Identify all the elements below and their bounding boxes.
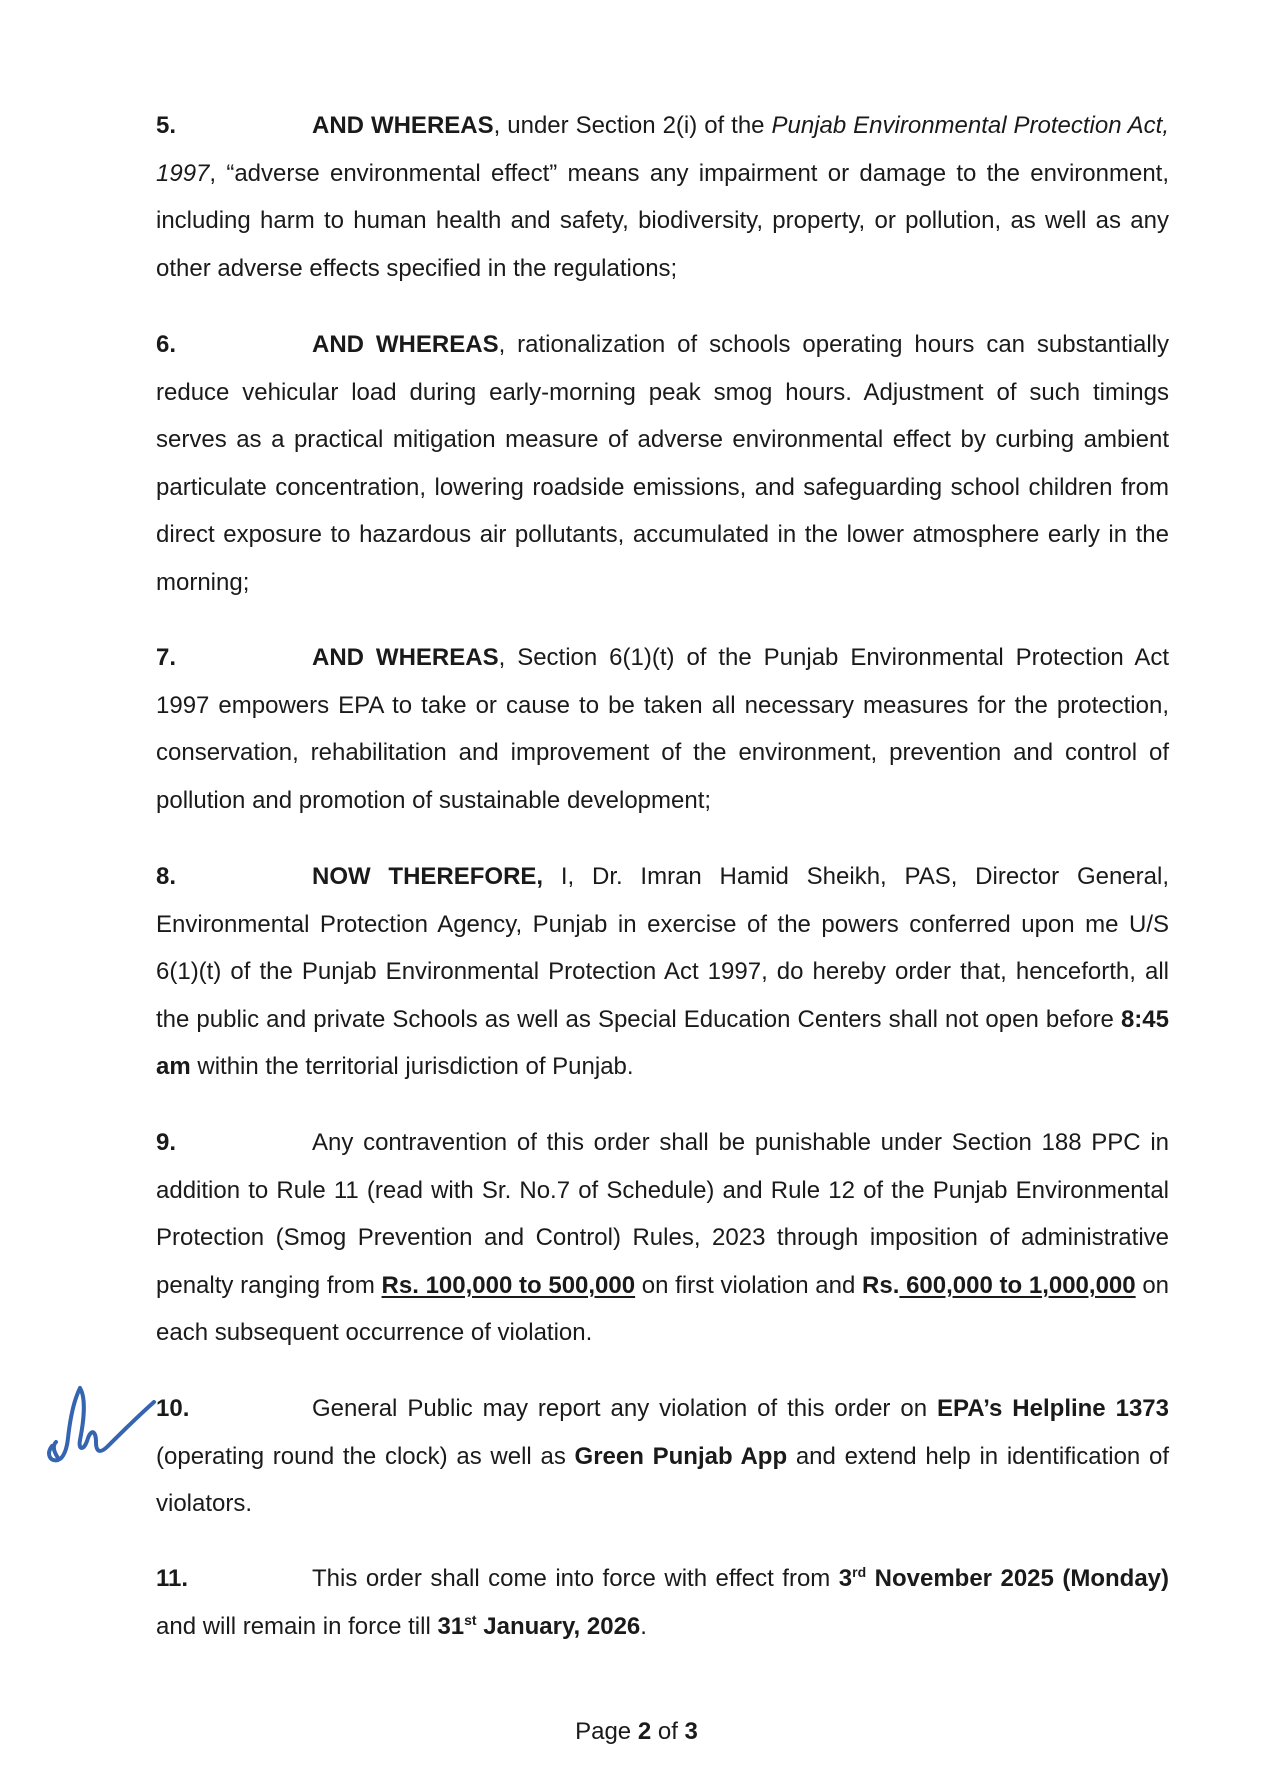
paragraph-text: and extend help in identification of violators. [156,1442,1169,1517]
act-title: Punjab Environmental Protection Act, 1997 [156,112,1169,187]
paragraph-text: I, Dr. Imran Hamid Sheikh, PAS, Director General, Environmental Protection Agency, Punjab in exercise of the powers conferred upon me U/S 6(1)(t) of the Punjab Environmental Protection Act 1997, do hereby order that, henceforth, all the public and private Schools as well as Special Education Centers shall not open before [156,863,1169,1033]
start-date [839,1565,1169,1592]
paragraph-text: on each subsequent occurrence of violation. [156,1271,1170,1346]
paragraph-number: 10. [156,1395,190,1422]
paragraph-number: 7. [156,644,177,671]
paragraph-text: General Public may report any violation of this order on [312,1395,937,1422]
penalty-subsequent: 600,000 to 1,000,000 [899,1271,1136,1299]
page-label: Page [575,1718,638,1745]
end-day-suffix: st [464,1611,477,1628]
paragraph-number: 8. [156,863,177,890]
paragraph-text: . [640,1612,647,1640]
page-number [0,1718,1273,1746]
paragraph-10 [156,1385,1169,1528]
end-month-year: January, 2026 [476,1612,641,1640]
signature-initials-icon [40,1380,160,1470]
paragraph-text: Any contravention of this order shall be punishable under Section 188 PPC in addition to Rule 11 (read with Sr. No.7 of Schedule) and Rule 12 of the Punjab Environmental Protection (Smog Prevention and Control) Rules, 2023 through imposition of administrative penalty ranging from [156,1129,1169,1299]
paragraph-number: 6. [156,331,177,358]
penalty-rs: Rs. [862,1271,900,1299]
total-pages: 3 [684,1718,698,1745]
page-of-label: of [651,1718,685,1745]
paragraph-6 [156,321,1169,606]
paragraph-text: within the territorial jurisdiction of Punjab. [190,1053,634,1080]
start-day: 3 [838,1565,853,1592]
paragraph-7 [156,634,1169,824]
paragraph-text: , rationalization of schools operating hours can substantially reduce vehicular load during early-morning peak smog hours. Adjustment of such timings serves as a practical mitigation measure of adverse environmental effect by curbing ambient particulate concentration, lowering roadside emissions, and safeguarding school children from direct exposure to hazardous air pollutants, accumulated in the lower atmosphere early in the morning; [156,331,1170,596]
paragraph-number: 5. [156,112,177,139]
start-month-year: November 2025 (Monday) [866,1565,1170,1592]
start-day-suffix: rd [852,1564,867,1580]
paragraph-number: 9. [156,1129,177,1156]
penalty-first: Rs. 100,000 to 500,000 [381,1271,636,1299]
current-page: 2 [637,1718,652,1745]
lead-phrase: AND WHEREAS [312,644,499,671]
helpline: EPA’s Helpline 1373 [937,1395,1169,1422]
paragraph-text: on first violation and [635,1271,863,1299]
app-name: Green Punjab App [574,1442,788,1470]
lead-phrase: NOW THEREFORE, [312,863,544,890]
paragraph-8 [156,853,1169,1091]
end-day: 31 [437,1612,465,1640]
paragraph-text: , “adverse environmental effect” means any impairment or damage to the environment, including harm to human health and safety, biodiversity, property, or pollution, as well as any other adverse effects specified in the regulations; [156,159,1169,282]
end-date [437,1613,640,1640]
paragraph-text: , Section 6(1)(t) of the Punjab Environmental Protection Act 1997 empowers EPA to take or cause to be taken all necessary measures for the protection, conservation, rehabilitation and improvement of the environment, prevention and control of pollution and promotion of sustainable development; [156,644,1170,814]
paragraph-text: This order shall come into force with effect from [312,1565,839,1592]
opening-time: 8:45 am [156,1005,1169,1080]
paragraph-9 [156,1119,1169,1357]
paragraph-text: , under Section 2(i) of the [493,112,772,139]
paragraph-number: 11. [156,1565,189,1592]
paragraph-text: and will remain in force till [156,1612,438,1640]
paragraph-5 [156,102,1169,292]
paragraph-text: (operating round the clock) as well as [156,1442,575,1470]
paragraph-11 [156,1555,1169,1650]
lead-phrase: AND WHEREAS [312,331,499,358]
lead-phrase: AND WHEREAS [312,112,494,139]
